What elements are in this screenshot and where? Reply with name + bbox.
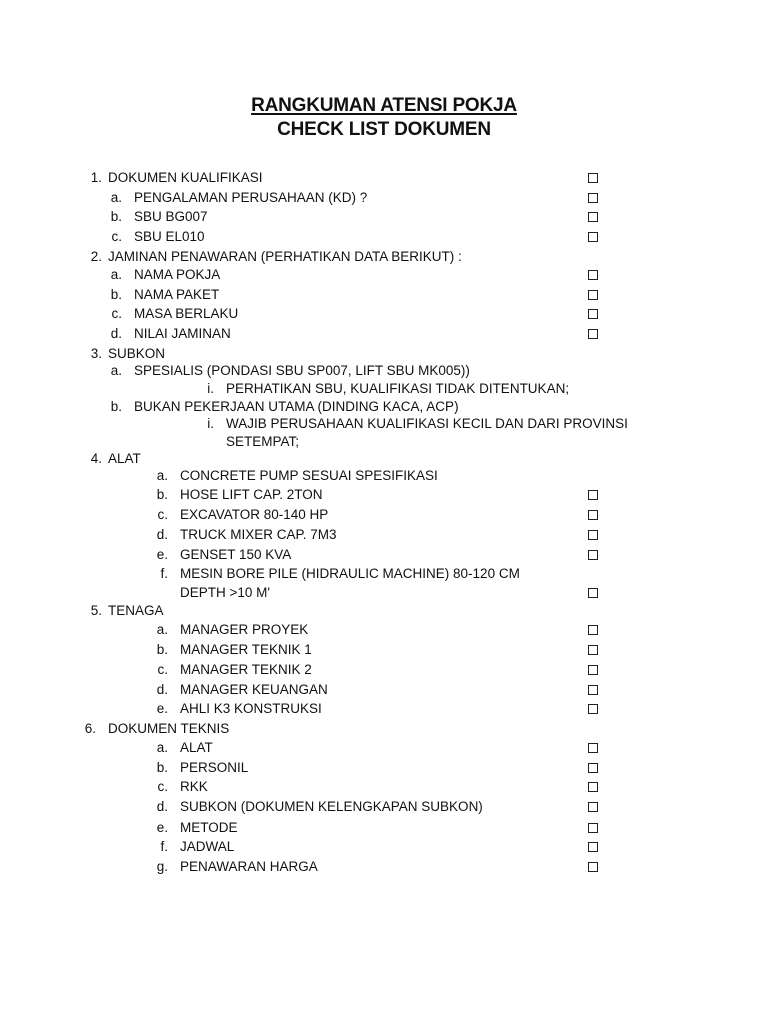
item-label: SETEMPAT;: [226, 434, 300, 449]
item-number: i.: [207, 416, 214, 431]
checklist-item: [0, 758, 768, 778]
item-number: a.: [156, 740, 168, 755]
item-number: b.: [156, 487, 168, 502]
checkbox[interactable]: [588, 685, 598, 695]
checklist-item: [0, 738, 768, 758]
item-label: GENSET 150 KVA: [180, 547, 292, 562]
item-number: d.: [156, 799, 168, 814]
checkbox[interactable]: [588, 193, 598, 203]
item-number: 4.: [90, 451, 102, 466]
document-title: [0, 95, 768, 117]
checklist-subitem: [0, 414, 768, 434]
checklist-item: [0, 777, 768, 797]
item-label: NAMA POKJA: [134, 267, 221, 282]
document-title-text: RANGKUMAN ATENSI POKJA: [251, 95, 517, 116]
item-number: b.: [110, 209, 122, 224]
checkbox[interactable]: [588, 763, 598, 773]
checklist-item: [0, 505, 768, 525]
checkbox[interactable]: [588, 625, 598, 635]
checklist-item: [0, 525, 768, 545]
item-label: WAJIB PERUSAHAAN KUALIFIKASI KECIL DAN DARI PROVINSI: [226, 416, 628, 431]
checklist-subitem: [0, 379, 768, 399]
item-label: RKK: [180, 779, 208, 794]
item-label: PERSONIL: [180, 760, 249, 775]
checkbox[interactable]: [588, 704, 598, 714]
checklist-item: [0, 361, 768, 381]
item-label: MANAGER PROYEK: [180, 622, 309, 637]
section-item: [0, 719, 768, 739]
item-label: JADWAL: [180, 839, 235, 854]
item-label: SUBKON (DOKUMEN KELENGKAPAN SUBKON): [180, 799, 483, 814]
item-number: a.: [110, 267, 122, 282]
item-label: METODE: [180, 820, 238, 835]
checkbox[interactable]: [588, 550, 598, 560]
item-number: e.: [156, 701, 168, 716]
item-label: PENAWARAN HARGA: [180, 859, 318, 874]
checkbox[interactable]: [588, 490, 598, 500]
item-number: a.: [110, 190, 122, 205]
item-label: MESIN BORE PILE (HIDRAULIC MACHINE) 80-120 CM: [180, 566, 520, 581]
item-label: SUBKON: [108, 346, 166, 361]
checkbox[interactable]: [588, 743, 598, 753]
checkbox[interactable]: [588, 510, 598, 520]
item-label: EXCAVATOR 80-140 HP: [180, 507, 329, 522]
checklist-item: [0, 640, 768, 660]
checkbox[interactable]: [588, 309, 598, 319]
item-label: PENGALAMAN PERUSAHAAN (KD) ?: [134, 190, 368, 205]
checkbox[interactable]: [588, 530, 598, 540]
item-label: HOSE LIFT CAP. 2TON: [180, 487, 323, 502]
checklist-item: [0, 699, 768, 719]
item-number: b.: [156, 642, 168, 657]
item-number: 3.: [90, 346, 102, 361]
item-number: d.: [156, 527, 168, 542]
item-number: f.: [160, 839, 168, 854]
checkbox[interactable]: [588, 270, 598, 280]
item-number: d.: [110, 326, 122, 341]
item-number: e.: [156, 547, 168, 562]
item-number: 2.: [90, 249, 102, 264]
checklist-item: [0, 304, 768, 324]
item-label: ALAT: [108, 451, 141, 466]
checkbox[interactable]: [588, 290, 598, 300]
checkbox[interactable]: [588, 212, 598, 222]
item-label: MANAGER TEKNIK 2: [180, 662, 312, 677]
item-number: d.: [156, 682, 168, 697]
checkbox[interactable]: [588, 842, 598, 852]
item-label: CONCRETE PUMP SESUAI SPESIFIKASI: [180, 468, 438, 483]
checkbox[interactable]: [588, 862, 598, 872]
item-label: SBU BG007: [134, 209, 208, 224]
item-label: NILAI JAMINAN: [134, 326, 231, 341]
item-number: i.: [207, 381, 214, 396]
item-number: 1.: [90, 170, 102, 185]
item-number: c.: [111, 306, 122, 321]
checklist-item: [0, 265, 768, 285]
checklist-item: [0, 837, 768, 857]
item-number: c.: [157, 662, 168, 677]
checkbox[interactable]: [588, 588, 598, 598]
item-number: c.: [157, 779, 168, 794]
item-number: c.: [157, 507, 168, 522]
item-label: TENAGA: [108, 603, 164, 618]
item-number: g.: [156, 859, 168, 874]
item-number: a.: [156, 622, 168, 637]
item-label: JAMINAN PENAWARAN (PERHATIKAN DATA BERIKUT) :: [108, 249, 462, 264]
item-label: SPESIALIS (PONDASI SBU SP007, LIFT SBU MK005)): [134, 363, 470, 378]
item-number: 6.: [84, 721, 96, 736]
checkbox[interactable]: [588, 665, 598, 675]
item-label: DEPTH >10 M': [180, 585, 270, 600]
checklist-item: [0, 485, 768, 505]
checklist-item: [0, 324, 768, 344]
item-label: NAMA PAKET: [134, 287, 220, 302]
section-item: [0, 247, 768, 267]
item-label: MANAGER KEUANGAN: [180, 682, 328, 697]
checklist-item: [0, 660, 768, 680]
checkbox[interactable]: [588, 173, 598, 183]
checklist-item: [0, 620, 768, 640]
checkbox[interactable]: [588, 232, 598, 242]
item-number: b.: [110, 287, 122, 302]
checklist-item: [0, 857, 768, 877]
checklist-item: [0, 797, 768, 817]
checklist-item: [0, 188, 768, 208]
item-label: PERHATIKAN SBU, KUALIFIKASI TIDAK DITENTUKAN;: [226, 381, 570, 396]
checkbox[interactable]: [588, 782, 598, 792]
item-label: ALAT: [180, 740, 213, 755]
item-label: BUKAN PEKERJAAN UTAMA (DINDING KACA, ACP): [134, 399, 459, 414]
item-label: DOKUMEN KUALIFIKASI: [108, 170, 263, 185]
item-label: AHLI K3 KONSTRUKSI: [180, 701, 322, 716]
item-number: a.: [156, 468, 168, 483]
checklist-item: [0, 227, 768, 247]
checkbox[interactable]: [588, 802, 598, 812]
item-label: TRUCK MIXER CAP. 7M3: [180, 527, 337, 542]
item-number: f.: [160, 566, 168, 581]
item-number: e.: [156, 820, 168, 835]
item-label: MASA BERLAKU: [134, 306, 239, 321]
item-number: a.: [110, 363, 122, 378]
section-item: [0, 168, 768, 188]
checklist-item: [0, 680, 768, 700]
checkbox[interactable]: [588, 645, 598, 655]
checklist-item: [0, 207, 768, 227]
checklist-item: [0, 818, 768, 838]
checklist-item: [0, 545, 768, 565]
checklist-item-continuation: [0, 583, 768, 603]
section-item: [0, 601, 768, 621]
item-number: 5.: [90, 603, 102, 618]
document-subtitle: CHECK LIST DOKUMEN: [277, 119, 491, 140]
item-label: DOKUMEN TEKNIS: [108, 721, 230, 736]
checkbox[interactable]: [588, 329, 598, 339]
checklist-item: [0, 564, 768, 584]
checklist-item: [0, 466, 768, 486]
item-label: MANAGER TEKNIK 1: [180, 642, 312, 657]
checkbox[interactable]: [588, 823, 598, 833]
item-label: SBU EL010: [134, 229, 205, 244]
item-number: b.: [156, 760, 168, 775]
item-number: c.: [111, 229, 122, 244]
checklist-item: [0, 285, 768, 305]
item-number: b.: [110, 399, 122, 414]
